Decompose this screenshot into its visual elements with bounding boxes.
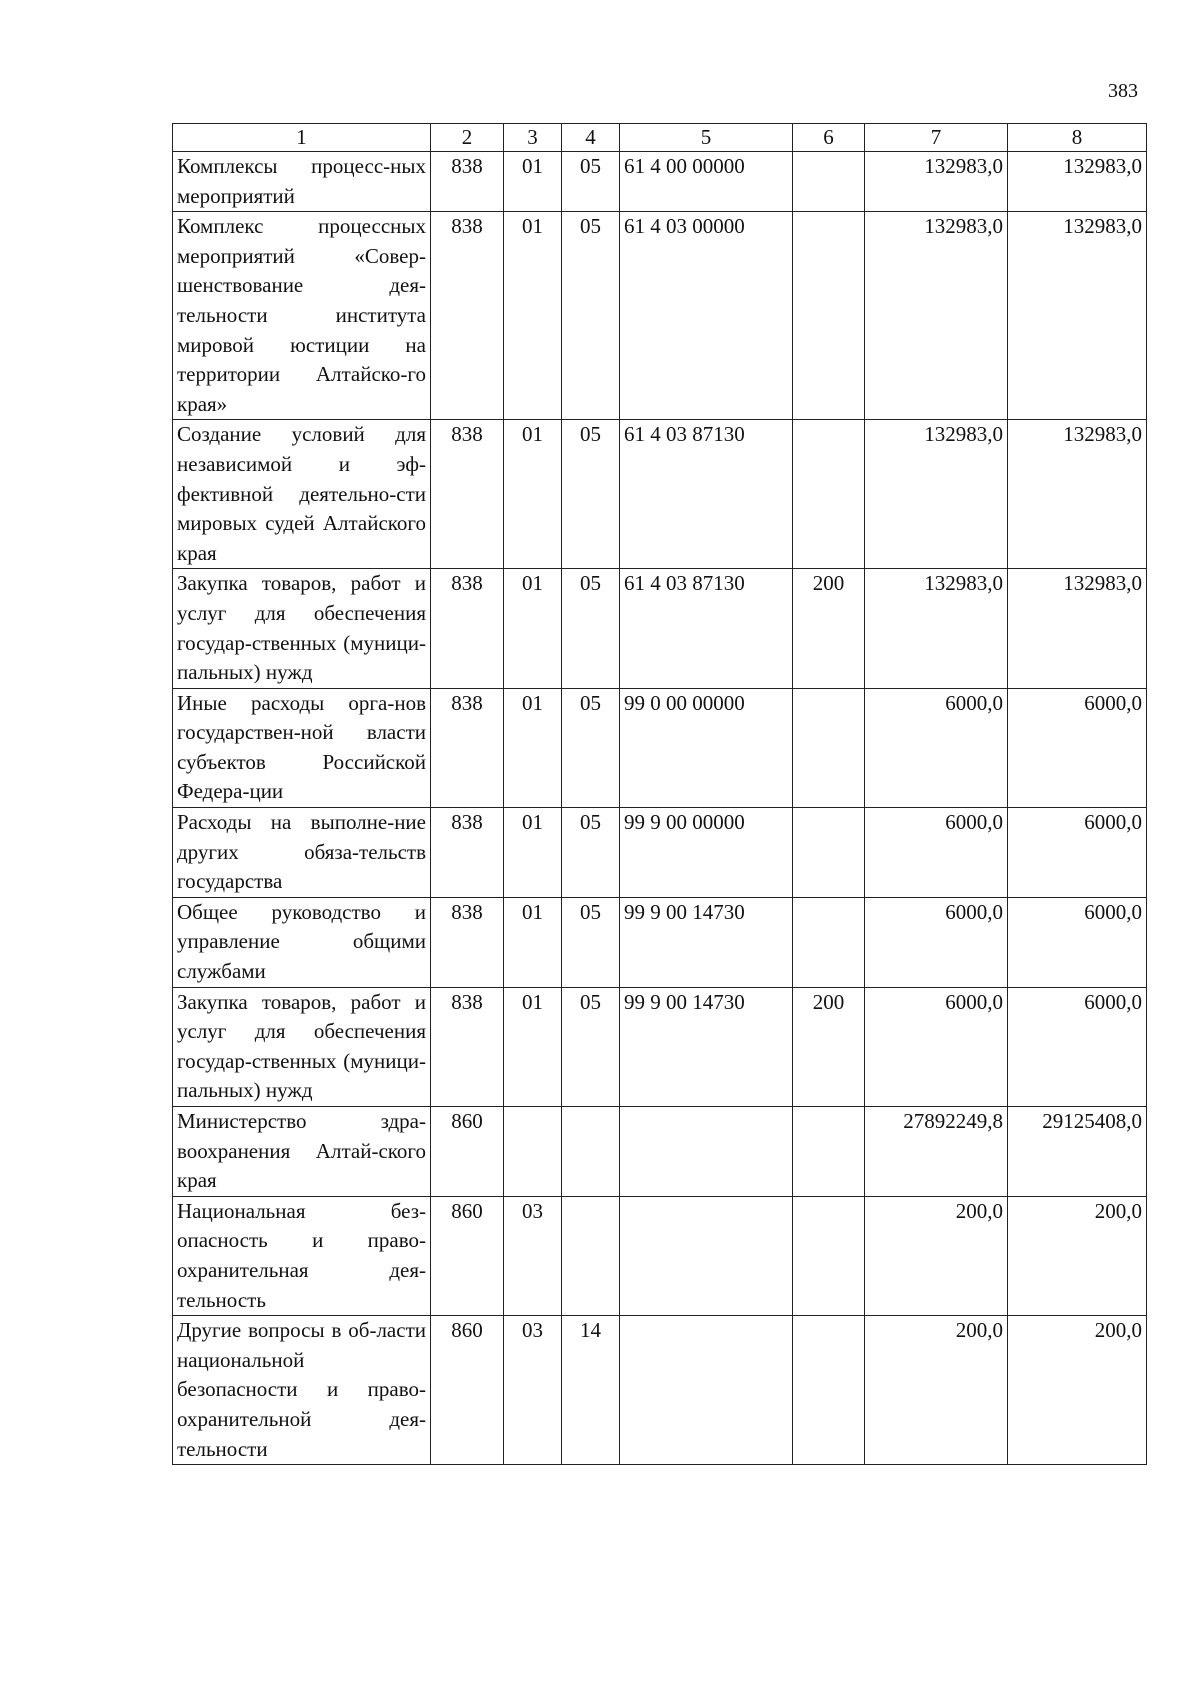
row-sum-2024-cell: 132983,0: [865, 569, 1008, 688]
row-ved-cell: 860: [431, 1196, 504, 1315]
row-pr-cell: 05: [562, 897, 620, 987]
row-sum-2025-cell: 132983,0: [1008, 212, 1147, 420]
column-header: 7: [865, 124, 1008, 152]
row-sum-2024-cell: 132983,0: [865, 420, 1008, 569]
row-sum-2024-cell: 6000,0: [865, 688, 1008, 807]
column-header: 8: [1008, 124, 1147, 152]
row-sum-2025-cell: 132983,0: [1008, 152, 1147, 212]
row-sum-2025-cell: 132983,0: [1008, 569, 1147, 688]
row-sum-2025-cell: 132983,0: [1008, 420, 1147, 569]
row-pr-cell: 05: [562, 212, 620, 420]
row-sum-2024-cell: 6000,0: [865, 808, 1008, 898]
row-sum-2024-cell: 132983,0: [865, 212, 1008, 420]
column-header: 6: [793, 124, 865, 152]
row-ved-cell: 838: [431, 808, 504, 898]
row-name-cell: Комплексы процесс-ных мероприятий: [173, 152, 431, 212]
budget-table: [172, 123, 1147, 1465]
row-csr-cell: 99 9 00 00000: [620, 808, 793, 898]
table-body: [173, 152, 1147, 1465]
row-pr-cell: 05: [562, 987, 620, 1106]
column-header: 1: [173, 124, 431, 152]
row-sum-2024-cell: 200,0: [865, 1196, 1008, 1315]
table-row: [173, 808, 1147, 898]
row-name-cell: Расходы на выполне-ние других обяза-тельств государства: [173, 808, 431, 898]
table-row: [173, 569, 1147, 688]
row-vr-cell: [793, 808, 865, 898]
table-row: [173, 987, 1147, 1106]
row-vr-cell: [793, 152, 865, 212]
row-pr-cell: 05: [562, 569, 620, 688]
table-row: [173, 688, 1147, 807]
header-row: [173, 124, 1147, 152]
row-rz-cell: 01: [504, 688, 562, 807]
row-rz-cell: 03: [504, 1316, 562, 1465]
row-name-cell: Общее руководство и управление общими службами: [173, 897, 431, 987]
table-row: [173, 420, 1147, 569]
row-vr-cell: [793, 420, 865, 569]
row-name-cell: Другие вопросы в об-ласти национальной безопасности и право-охранительной дея-тельности: [173, 1316, 431, 1465]
row-sum-2024-cell: 27892249,8: [865, 1107, 1008, 1197]
row-vr-cell: 200: [793, 987, 865, 1106]
table-row: [173, 1107, 1147, 1197]
row-name-cell: Создание условий для независимой и эф-фективной деятельно-сти мировых судей Алтайского края: [173, 420, 431, 569]
row-ved-cell: 838: [431, 152, 504, 212]
row-csr-cell: 99 9 00 14730: [620, 897, 793, 987]
table-row: [173, 1196, 1147, 1315]
row-ved-cell: 838: [431, 688, 504, 807]
table-row: [173, 152, 1147, 212]
row-pr-cell: 05: [562, 688, 620, 807]
row-pr-cell: 05: [562, 152, 620, 212]
row-sum-2025-cell: 29125408,0: [1008, 1107, 1147, 1197]
row-sum-2024-cell: 200,0: [865, 1316, 1008, 1465]
row-rz-cell: 01: [504, 987, 562, 1106]
row-pr-cell: 14: [562, 1316, 620, 1465]
row-ved-cell: 838: [431, 569, 504, 688]
row-vr-cell: [793, 212, 865, 420]
row-vr-cell: [793, 1196, 865, 1315]
row-ved-cell: 838: [431, 897, 504, 987]
row-sum-2024-cell: 6000,0: [865, 987, 1008, 1106]
column-header: 2: [431, 124, 504, 152]
table-row: [173, 1316, 1147, 1465]
row-vr-cell: 200: [793, 569, 865, 688]
row-name-cell: Закупка товаров, работ и услуг для обеспечения государ-ственных (муници-пальных) нужд: [173, 987, 431, 1106]
row-sum-2025-cell: 6000,0: [1008, 808, 1147, 898]
row-pr-cell: 05: [562, 808, 620, 898]
row-csr-cell: [620, 1107, 793, 1197]
row-ved-cell: 860: [431, 1107, 504, 1197]
row-rz-cell: 01: [504, 420, 562, 569]
row-sum-2024-cell: 132983,0: [865, 152, 1008, 212]
column-header: 3: [504, 124, 562, 152]
row-name-cell: Закупка товаров, работ и услуг для обеспечения государ-ственных (муници-пальных) нужд: [173, 569, 431, 688]
row-csr-cell: 61 4 03 87130: [620, 420, 793, 569]
row-csr-cell: [620, 1196, 793, 1315]
row-sum-2025-cell: 200,0: [1008, 1316, 1147, 1465]
row-csr-cell: 61 4 00 00000: [620, 152, 793, 212]
row-ved-cell: 838: [431, 987, 504, 1106]
row-csr-cell: [620, 1316, 793, 1465]
row-name-cell: Иные расходы орга-нов государствен-ной власти субъектов Российской Федера-ции: [173, 688, 431, 807]
row-vr-cell: [793, 897, 865, 987]
row-sum-2024-cell: 6000,0: [865, 897, 1008, 987]
row-name-cell: Комплекс процессных мероприятий «Совер-шенствование дея-тельности института мировой юстиции на территории Алтайско-го края»: [173, 212, 431, 420]
row-sum-2025-cell: 200,0: [1008, 1196, 1147, 1315]
row-sum-2025-cell: 6000,0: [1008, 897, 1147, 987]
row-vr-cell: [793, 1316, 865, 1465]
row-pr-cell: [562, 1196, 620, 1315]
table-row: [173, 897, 1147, 987]
row-ved-cell: 860: [431, 1316, 504, 1465]
row-pr-cell: [562, 1107, 620, 1197]
row-ved-cell: 838: [431, 420, 504, 569]
row-csr-cell: 99 9 00 14730: [620, 987, 793, 1106]
row-rz-cell: 03: [504, 1196, 562, 1315]
row-rz-cell: 01: [504, 152, 562, 212]
page-number: 383: [1108, 80, 1138, 102]
row-ved-cell: 838: [431, 212, 504, 420]
row-name-cell: Министерство здра-воохранения Алтай-ского края: [173, 1107, 431, 1197]
table-row: [173, 212, 1147, 420]
row-csr-cell: 61 4 03 00000: [620, 212, 793, 420]
row-pr-cell: 05: [562, 420, 620, 569]
column-header: 5: [620, 124, 793, 152]
row-sum-2025-cell: 6000,0: [1008, 987, 1147, 1106]
row-sum-2025-cell: 6000,0: [1008, 688, 1147, 807]
row-rz-cell: 01: [504, 808, 562, 898]
row-rz-cell: 01: [504, 897, 562, 987]
column-header: 4: [562, 124, 620, 152]
row-rz-cell: [504, 1107, 562, 1197]
row-vr-cell: [793, 1107, 865, 1197]
row-vr-cell: [793, 688, 865, 807]
row-rz-cell: 01: [504, 569, 562, 688]
row-name-cell: Национальная без-опасность и право-охранительная дея-тельность: [173, 1196, 431, 1315]
row-csr-cell: 99 0 00 00000: [620, 688, 793, 807]
row-csr-cell: 61 4 03 87130: [620, 569, 793, 688]
row-rz-cell: 01: [504, 212, 562, 420]
